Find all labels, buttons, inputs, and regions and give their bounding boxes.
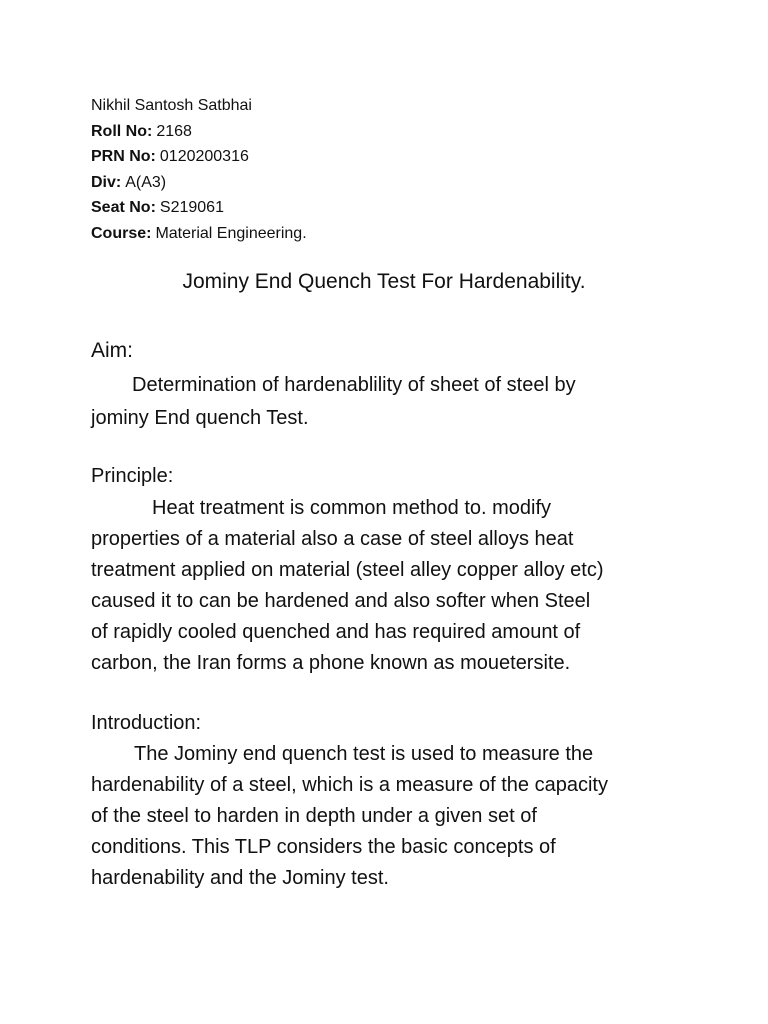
paragraph-line: of the steel to harden in depth under a given set of [91, 805, 537, 827]
document-title: Jominy End Quench Test For Hardenability. [182, 270, 586, 293]
paragraph-line: jominy End quench Test. [91, 407, 309, 429]
division [91, 170, 307, 196]
student-name: Nikhil Santosh Satbhai [91, 97, 252, 114]
prn-value: 0120200316 [159, 148, 249, 165]
aim-paragraph [91, 369, 691, 435]
roll-value: 2168 [156, 122, 192, 140]
paragraph-line: treatment applied on material (steel alley copper alloy etc) [91, 559, 604, 581]
paragraph-line: Determination of hardenablility of sheet of steel by [132, 374, 576, 396]
introduction-heading: Introduction: [91, 712, 202, 734]
paragraph-line: of rapidly cooled quenched and has required amount of [91, 621, 581, 643]
course [91, 221, 307, 247]
paragraph-line: caused it to can be hardened and also softer when Steel [91, 590, 591, 612]
paragraph-line: hardenability and the Jominy test. [91, 867, 389, 889]
paragraph-line: Heat treatment is common method to. modify [152, 497, 552, 519]
seat-label: Seat No: [91, 199, 156, 216]
roll-label: Roll No: [91, 122, 153, 140]
paragraph-line: conditions. This TLP considers the basic concepts of [91, 836, 556, 858]
div-label: Div: [91, 173, 122, 191]
principle-paragraph [91, 493, 691, 679]
prn-number [91, 144, 307, 170]
student-details [91, 93, 307, 246]
aim-heading: Aim: [91, 339, 133, 362]
prn-label: PRN No: [91, 148, 156, 165]
div-value: A(A3) [125, 173, 167, 191]
seat-number [91, 195, 307, 221]
principle-heading: Principle: [91, 465, 174, 487]
roll-number [91, 119, 307, 145]
introduction-paragraph [91, 739, 691, 894]
seat-value: S219061 [159, 199, 224, 216]
paragraph-line: carbon, the Iran forms a phone known as mouetersite. [91, 652, 571, 674]
course-label: Course: [91, 224, 152, 242]
paragraph-line: hardenability of a steel, which is a measure of the capacity [91, 774, 608, 796]
paragraph-line: The Jominy end quench test is used to measure the [134, 743, 594, 765]
paragraph-line: properties of a material also a case of steel alloys heat [91, 528, 574, 550]
course-value: Material Engineering. [155, 224, 307, 242]
